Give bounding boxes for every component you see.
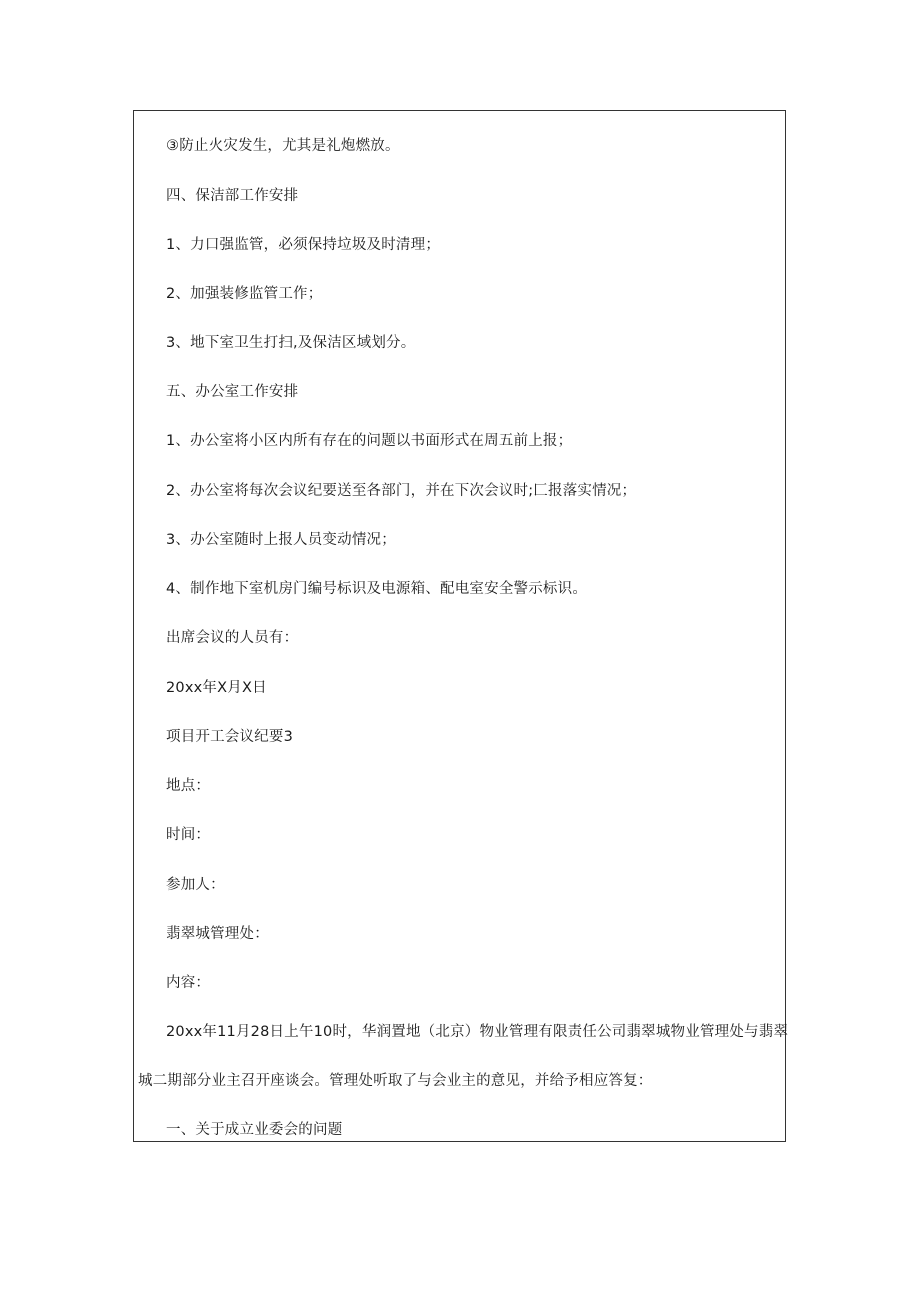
text-line-fire-prevention: ③防止火灾发生，尤其是礼炮燃放。 bbox=[166, 138, 400, 154]
text-line-office-3: 3、办公室随时上报人员变动情况； bbox=[166, 532, 396, 548]
text-line-attendees: 出席会议的人员有： bbox=[166, 630, 299, 646]
field-time-label: 时间： bbox=[166, 827, 211, 843]
heading-owners-committee: 一、关于成立业委会的问题 bbox=[166, 1122, 343, 1138]
text-line-office-1: 1、办公室将小区内所有存在的问题以书面形式在周五前上报； bbox=[166, 433, 573, 449]
text-line-cleaning-1: 1、力口强监管，必须保持垃圾及时清理； bbox=[166, 237, 441, 253]
document-subtitle: 项目开工会议纪要3 bbox=[166, 729, 294, 745]
paragraph-meeting-intro-line2: 城二期部分业主召开座谈会。管理处听取了与会业主的意见，并给予相应答复： bbox=[138, 1073, 653, 1089]
field-management-office-label: 翡翠城管理处： bbox=[166, 926, 269, 942]
document-frame bbox=[133, 110, 789, 1142]
text-line-cleaning-3: 3、地下室卫生打扫,及保洁区域划分。 bbox=[166, 335, 416, 351]
text-line-office-4: 4、制作地下室机房门编号标识及电源箱、配电室安全警示标识。 bbox=[166, 581, 588, 597]
paragraph-meeting-intro-line1: 20xx年11月28日上午10时，华润置地（北京）物业管理有限责任公司翡翠城物业管理处与翡翠 bbox=[166, 1024, 789, 1040]
text-line-office-2: 2、办公室将每次会议纪要送至各部门，并在下次会议时;匚报落实情况； bbox=[166, 483, 637, 499]
field-content-label: 内容： bbox=[166, 975, 211, 991]
heading-cleaning-department: 四、保洁部工作安排 bbox=[166, 188, 299, 204]
text-line-cleaning-2: 2、加强装修监管工作； bbox=[166, 286, 323, 302]
text-line-date: 20xx年X月X日 bbox=[166, 680, 267, 696]
field-participants-label: 参加人： bbox=[166, 877, 225, 893]
field-location-label: 地点： bbox=[166, 778, 211, 794]
heading-office: 五、办公室工作安排 bbox=[166, 384, 299, 400]
